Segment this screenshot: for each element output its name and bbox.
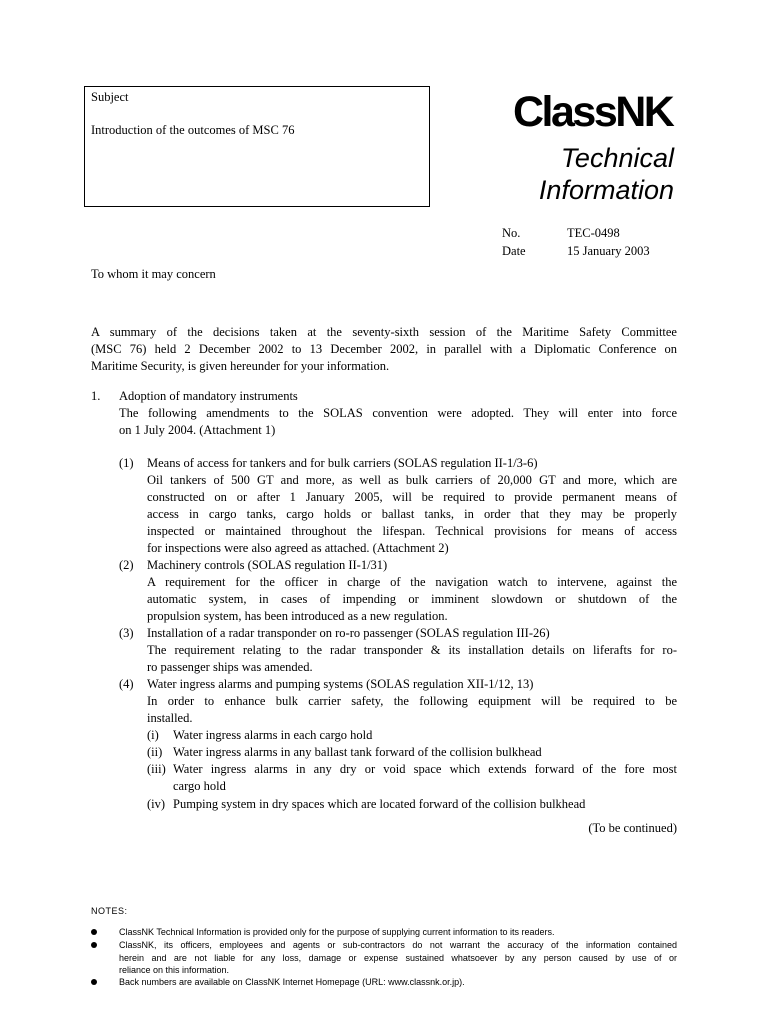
item-body xyxy=(147,574,677,625)
intro-paragraph xyxy=(91,324,677,375)
item-body-line: access in cargo tanks, cargo holds or ballast tanks, in order that they may be properly xyxy=(147,507,677,521)
item-body-line: A requirement for the officer in charge of the navigation watch to intervene, against the xyxy=(147,575,677,589)
item-body-line: The requirement relating to the radar transponder & its installation details on liferafts for ro- xyxy=(147,643,677,657)
item-number: (2) xyxy=(119,558,134,572)
item-title: Installation of a radar transponder on ro-ro passenger (SOLAS regulation III-26) xyxy=(147,626,550,640)
item-body-line: In order to enhance bulk carrier safety, the following equipment will be required to be xyxy=(147,694,677,708)
subitem-number: (iv) xyxy=(147,797,166,811)
doc-type-line1: Technical xyxy=(560,143,674,173)
continued-note: (To be continued) xyxy=(588,821,677,835)
item-body-line: Oil tankers of 500 GT and more, as well as bulk carriers of 20,000 GT and more, which are xyxy=(147,473,677,487)
subject-box xyxy=(84,86,430,207)
item-body-line: inspected or maintained throughout the lifespan. Technical provisions for means of access xyxy=(147,524,677,538)
subitem-number: (ii) xyxy=(147,745,163,759)
subitem-number: (iii) xyxy=(147,762,166,776)
doc-number-value: TEC-0498 xyxy=(567,226,620,240)
intro-line: (MSC 76) held 2 December 2002 to 13 December 2002, in parallel with a Diplomatic Conference on xyxy=(91,342,677,356)
section-body-line: The following amendments to the SOLAS convention were adopted. They will enter into force xyxy=(119,406,677,420)
item-title: Machinery controls (SOLAS regulation II-1/31) xyxy=(147,558,388,572)
item-body xyxy=(147,642,677,676)
item-number: (1) xyxy=(119,456,134,470)
doc-date-label: Date xyxy=(502,244,526,258)
item-body-line: ro passenger ships was amended. xyxy=(147,660,313,674)
subitem-text xyxy=(173,761,677,795)
note-line: herein and are not liable for any loss, damage or expense sustained whatsoever by any person caused by use of or xyxy=(119,952,677,963)
doc-type-line2: Information xyxy=(538,175,674,205)
note-item: Back numbers are available on ClassNK Internet Homepage (URL: www.classnk.or.jp). xyxy=(119,977,465,987)
subitem-text: Water ingress alarms in each cargo hold xyxy=(173,728,373,742)
salutation: To whom it may concern xyxy=(91,267,216,281)
item-body-line: installed. xyxy=(147,711,193,725)
notes-heading: NOTES: xyxy=(91,906,128,916)
note-item xyxy=(119,939,677,977)
doc-date-value: 15 January 2003 xyxy=(567,244,650,258)
item-body-line: automatic system, in cases of impending or imminent slowdown or shutdown of the xyxy=(147,592,677,606)
item-body xyxy=(147,693,677,727)
item-body xyxy=(147,472,677,557)
subject-label: Subject xyxy=(91,90,129,104)
doc-date-row xyxy=(502,243,650,260)
section-number: 1. xyxy=(91,389,101,403)
note-line: reliance on this information. xyxy=(119,965,230,975)
note-line: ClassNK, its officers, employees and agents or sub-contractors do not warrant the accuracy of the information contained xyxy=(119,940,677,950)
item-title: Means of access for tankers and for bulk carriers (SOLAS regulation II-1/3-6) xyxy=(147,456,538,470)
bullet-icon xyxy=(91,942,97,948)
subitem-text: Pumping system in dry spaces which are located forward of the collision bulkhead xyxy=(173,797,586,811)
item-number: (3) xyxy=(119,626,134,640)
bullet-icon xyxy=(91,929,97,935)
doc-number-label: No. xyxy=(502,226,521,240)
subitem-text-line: cargo hold xyxy=(173,779,226,793)
item-body-line: for inspections were also agreed as attached. (Attachment 2) xyxy=(147,541,449,555)
section-title: Adoption of mandatory instruments xyxy=(119,389,298,403)
item-body-line: constructed on or after 1 January 2005, will be required to provide permanent means of xyxy=(147,490,677,504)
section-body xyxy=(119,405,677,439)
note-item: ClassNK Technical Information is provided only for the purpose of supplying current information to its readers. xyxy=(119,927,555,937)
bullet-icon xyxy=(91,979,97,985)
subject-title: Introduction of the outcomes of MSC 76 xyxy=(91,123,295,137)
subitem-text: Water ingress alarms in any ballast tank forward of the collision bulkhead xyxy=(173,745,542,759)
document-type-heading xyxy=(539,142,674,206)
intro-line: A summary of the decisions taken at the seventy-sixth session of the Maritime Safety Committee xyxy=(91,325,677,339)
classnk-logo: ClassNK xyxy=(513,88,673,136)
subitem-number: (i) xyxy=(147,728,159,742)
intro-line: Maritime Security, is given hereunder for your information. xyxy=(91,359,390,373)
section-body-line: on 1 July 2004. (Attachment 1) xyxy=(119,423,276,437)
item-number: (4) xyxy=(119,677,134,691)
subitem-text-line: Water ingress alarms in any dry or void space which extends forward of the fore most xyxy=(173,762,677,776)
item-body-line: propulsion system, has been introduced as a new regulation. xyxy=(147,609,448,623)
item-title: Water ingress alarms and pumping systems (SOLAS regulation XII-1/12, 13) xyxy=(147,677,534,691)
doc-number-row xyxy=(502,225,620,242)
